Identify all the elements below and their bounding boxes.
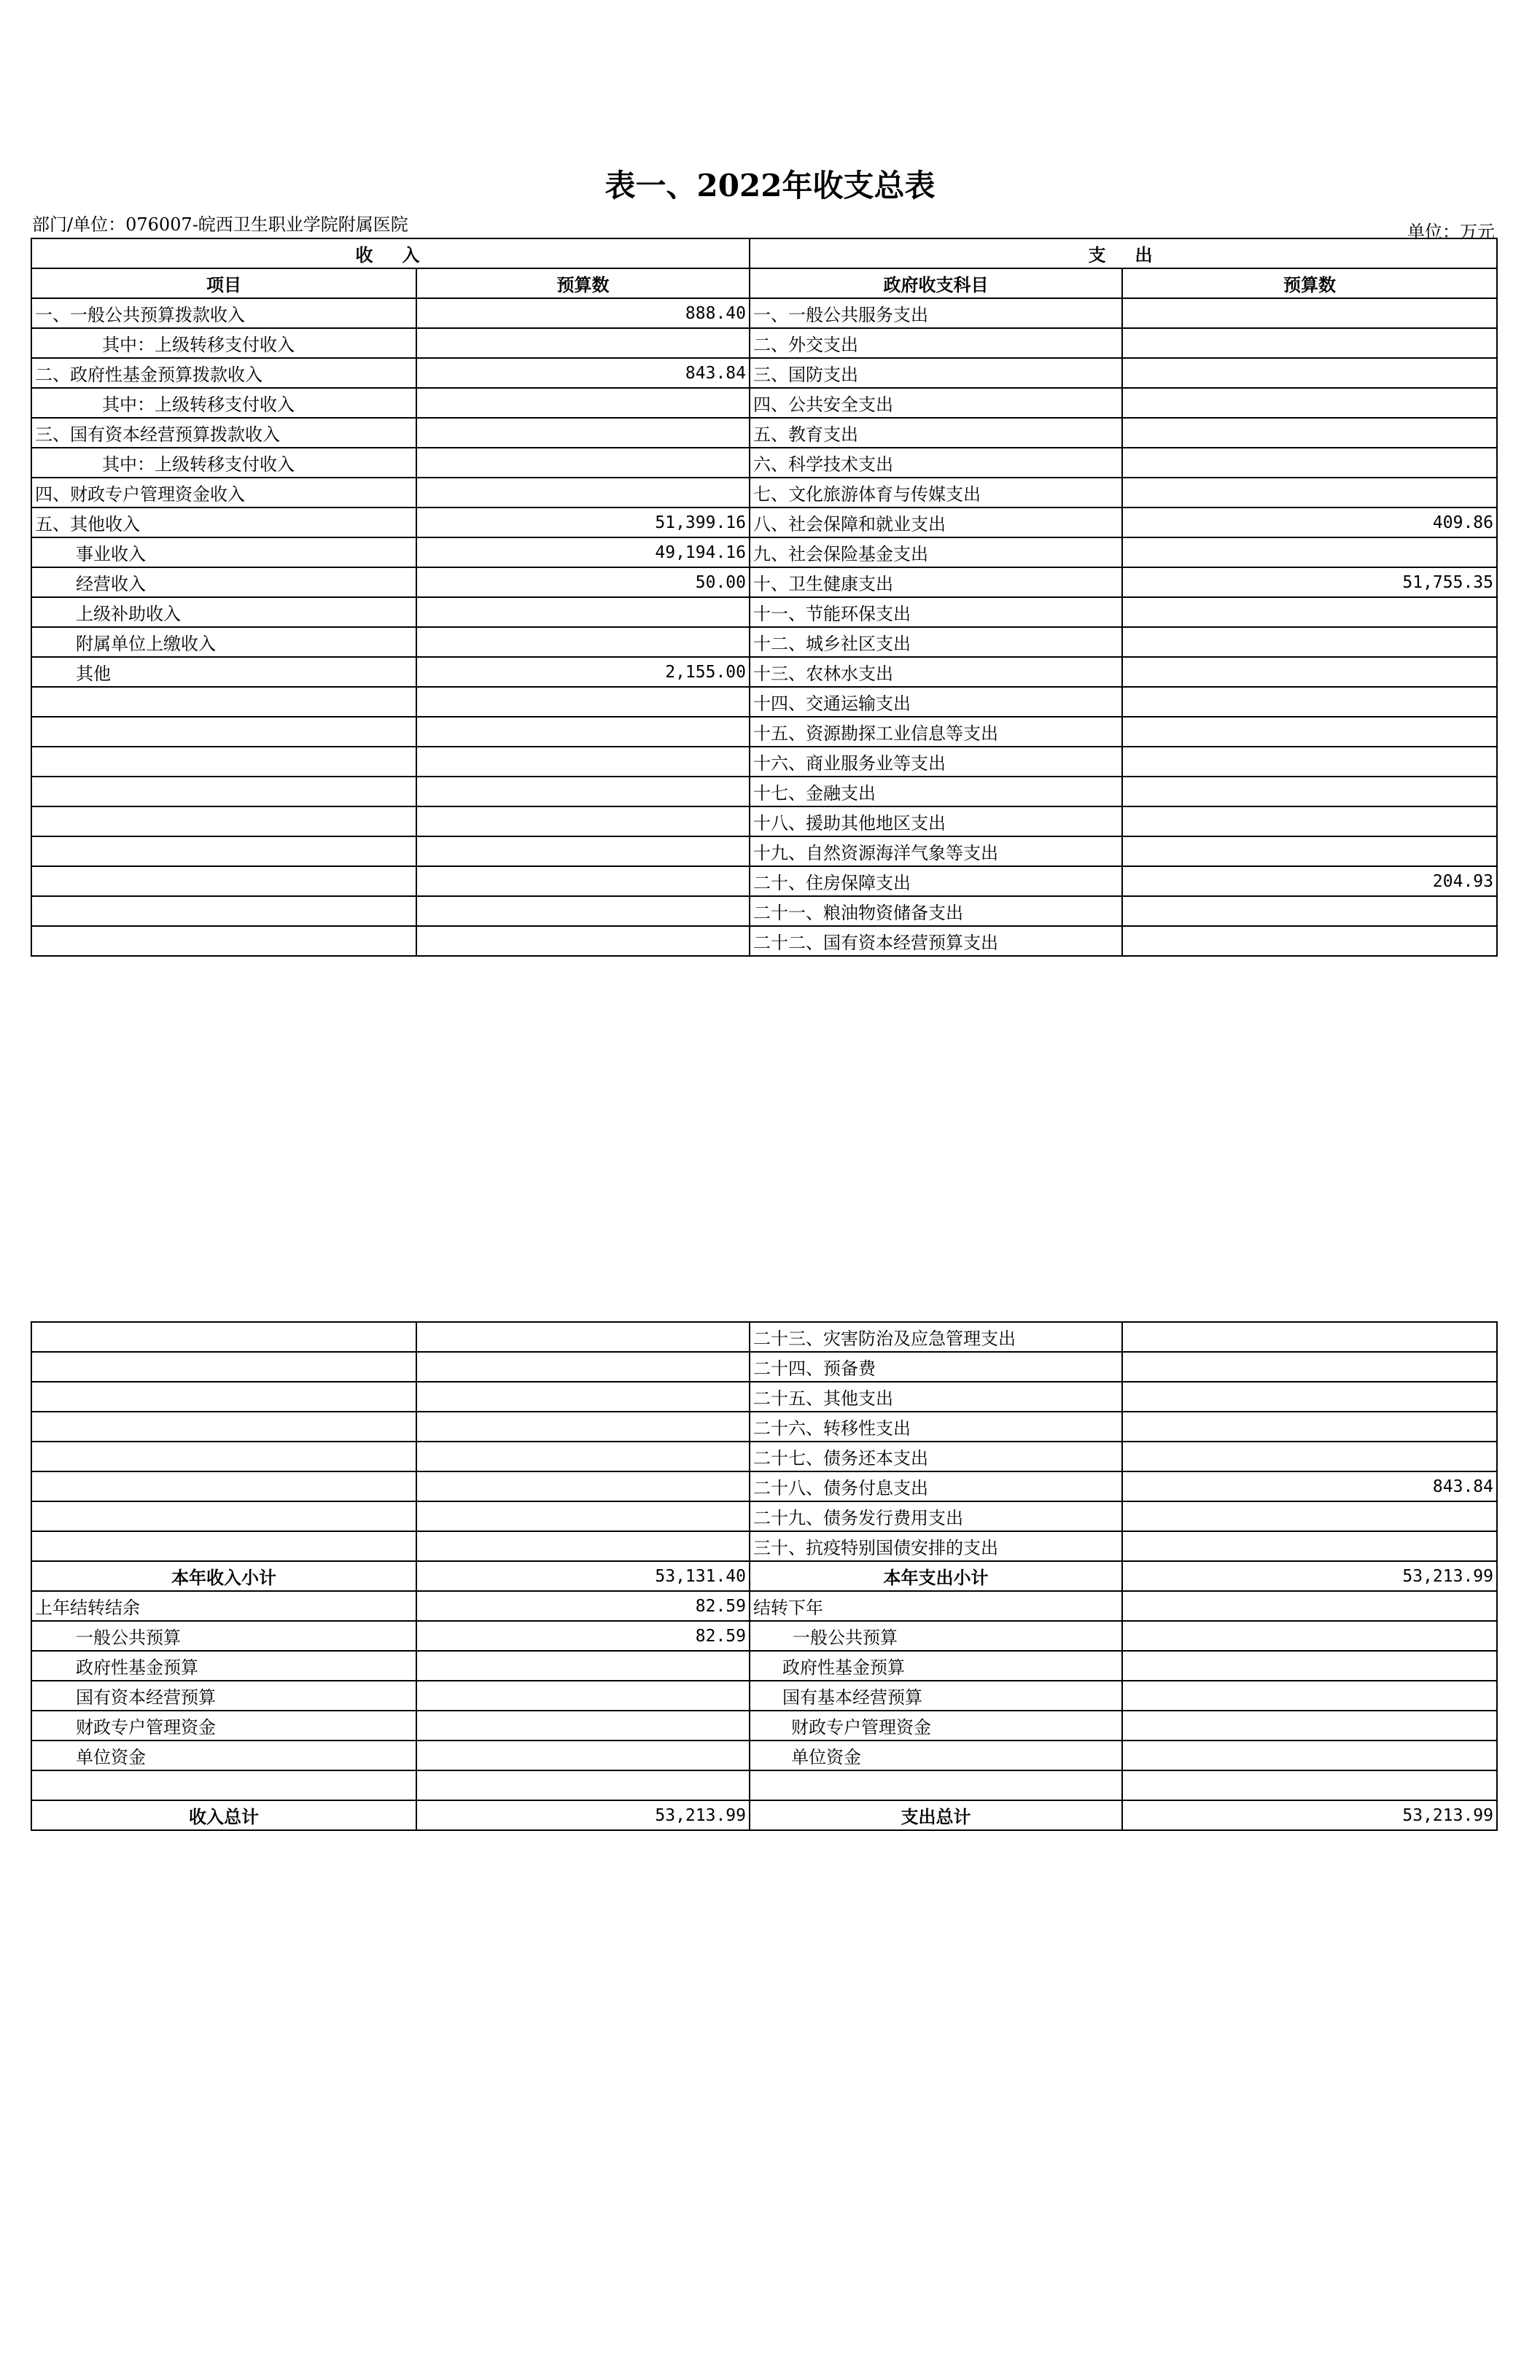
table-row [31,567,1497,597]
income-amount-cell [416,1471,750,1501]
expense-item-cell: 十三、农林水支出 [750,657,1122,687]
expense-amount-cell [1122,388,1497,418]
expense-item-cell: 二十九、债务发行费用支出 [750,1501,1122,1531]
column-header-row [31,268,1497,298]
income-amount-cell: 82.59 [416,1591,750,1621]
income-item-cell [31,747,416,777]
expense-item-cell: 支出总计 [750,1800,1122,1830]
expense-item-cell: 十二、城乡社区支出 [750,627,1122,657]
expense-amount-cell [1122,896,1497,926]
income-item-cell [31,896,416,926]
income-amount-cell: 888.40 [416,298,750,328]
income-item-cell: 其中：上级转移支付收入 [31,448,416,478]
expense-item-cell: 七、文化旅游体育与传媒支出 [750,478,1122,508]
expense-item-header: 政府收支科目 [750,268,1122,298]
income-amount-cell [416,388,750,418]
expense-item-cell: 结转下年 [750,1591,1122,1621]
income-item-cell [31,806,416,836]
income-item-cell [31,926,416,956]
expense-amount-cell [1122,717,1497,747]
expense-amount-cell [1122,1382,1497,1412]
income-item-cell [31,1322,416,1352]
expense-item-cell: 二十一、粮油物资储备支出 [750,896,1122,926]
table-row [31,1651,1497,1681]
income-amount-cell [416,597,750,627]
expense-item-cell: 三十、抗疫特别国债安排的支出 [750,1531,1122,1561]
income-section-header: 收 入 [31,238,750,268]
expense-item-cell: 十四、交通运输支出 [750,687,1122,717]
income-amount-cell: 53,213.99 [416,1800,750,1830]
income-amount-cell [416,1741,750,1770]
expense-amount-cell [1122,1442,1497,1471]
income-amount-cell [416,777,750,806]
income-amount-cell [416,1412,750,1442]
section-header-row [31,238,1497,268]
expense-item-cell: 政府性基金预算 [750,1651,1122,1681]
table-row [31,1800,1497,1830]
expense-amount-cell [1122,1412,1497,1442]
income-amount-cell: 50.00 [416,567,750,597]
expense-amount-cell: 53,213.99 [1122,1561,1497,1591]
table-row [31,1352,1497,1382]
income-amount-cell [416,627,750,657]
table-row [31,1741,1497,1770]
income-amount-cell: 82.59 [416,1621,750,1651]
table-row [31,836,1497,866]
expense-amount-cell [1122,537,1497,567]
expense-amount-cell [1122,478,1497,508]
income-amount-cell [416,418,750,448]
income-amount-cell: 2,155.00 [416,657,750,687]
income-item-cell [31,1471,416,1501]
expense-amount-cell [1122,777,1497,806]
table-row [31,388,1497,418]
expense-amount-cell [1122,328,1497,358]
income-item-cell: 国有资本经营预算 [31,1681,416,1711]
income-item-cell [31,1382,416,1412]
department-label: 部门/单位：076007-皖西卫生职业学院附属医院 [32,214,408,235]
income-amount-cell [416,926,750,956]
expense-item-cell: 十八、援助其他地区支出 [750,806,1122,836]
income-amount-cell [416,1681,750,1711]
expense-item-cell: 二十六、转移性支出 [750,1412,1122,1442]
expense-amount-cell [1122,298,1497,328]
table-row [31,597,1497,627]
table-row [31,777,1497,806]
expense-item-cell: 一、一般公共服务支出 [750,298,1122,328]
income-item-cell [31,1352,416,1382]
table-row [31,358,1497,388]
income-item-cell: 其中：上级转移支付收入 [31,388,416,418]
expense-amount-header: 预算数 [1122,268,1497,298]
expense-amount-cell: 843.84 [1122,1471,1497,1501]
table-row [31,1770,1497,1800]
expense-amount-cell [1122,657,1497,687]
table-row [31,657,1497,687]
unit-label: 单位：万元 [1407,222,1495,242]
expense-item-cell: 本年支出小计 [750,1561,1122,1591]
expense-item-cell: 三、国防支出 [750,358,1122,388]
income-item-cell: 经营收入 [31,567,416,597]
income-item-cell [31,866,416,896]
expense-item-cell: 二十四、预备费 [750,1352,1122,1382]
income-item-cell: 一般公共预算 [31,1621,416,1651]
income-amount-cell [416,1651,750,1681]
table-row [31,896,1497,926]
income-amount-cell [416,747,750,777]
table-row [31,1382,1497,1412]
table-row [31,418,1497,448]
income-item-header: 项目 [31,268,416,298]
expense-section-header: 支 出 [750,238,1497,268]
expense-item-cell: 十五、资源勘探工业信息等支出 [750,717,1122,747]
income-item-cell [31,1412,416,1442]
income-item-cell: 单位资金 [31,1741,416,1770]
income-item-cell: 附属单位上缴收入 [31,627,416,657]
expense-item-cell: 十一、节能环保支出 [750,597,1122,627]
expense-item-cell: 二十二、国有资本经营预算支出 [750,926,1122,956]
income-item-cell: 本年收入小计 [31,1561,416,1591]
table-row [31,1501,1497,1531]
income-item-cell: 五、其他收入 [31,508,416,537]
income-amount-header: 预算数 [416,268,750,298]
expense-item-cell: 二十三、灾害防治及应急管理支出 [750,1322,1122,1352]
expense-item-cell: 十、卫生健康支出 [750,567,1122,597]
expense-amount-cell [1122,1711,1497,1741]
table-row [31,1442,1497,1471]
expense-item-cell: 二十八、债务付息支出 [750,1471,1122,1501]
income-item-cell: 上级补助收入 [31,597,416,627]
table-row [31,627,1497,657]
income-item-cell [31,1442,416,1471]
expense-item-cell: 九、社会保险基金支出 [750,537,1122,567]
income-amount-cell: 51,399.16 [416,508,750,537]
income-amount-cell [416,1322,750,1352]
expense-item-cell: 二十七、债务还本支出 [750,1442,1122,1471]
income-amount-cell [416,806,750,836]
expense-amount-cell [1122,1681,1497,1711]
expense-amount-cell [1122,448,1497,478]
expense-item-cell: 二十、住房保障支出 [750,866,1122,896]
table-row [31,687,1497,717]
income-item-cell [31,687,416,717]
budget-table-part-2 [31,1321,1498,1831]
table-row [31,1322,1497,1352]
income-amount-cell: 843.84 [416,358,750,388]
table-row [31,1412,1497,1442]
expense-amount-cell [1122,1352,1497,1382]
expense-item-cell: 单位资金 [750,1741,1122,1770]
expense-amount-cell: 53,213.99 [1122,1800,1497,1830]
expense-item-cell: 二、外交支出 [750,328,1122,358]
income-amount-cell [416,328,750,358]
expense-amount-cell: 51,755.35 [1122,567,1497,597]
income-item-cell: 财政专户管理资金 [31,1711,416,1741]
income-amount-cell [416,478,750,508]
income-amount-cell [416,836,750,866]
income-item-cell: 四、财政专户管理资金收入 [31,478,416,508]
expense-amount-cell [1122,806,1497,836]
expense-item-cell: 国有基本经营预算 [750,1681,1122,1711]
expense-amount-cell [1122,418,1497,448]
income-amount-cell [416,1352,750,1382]
expense-amount-cell [1122,1591,1497,1621]
income-item-cell: 上年结转结余 [31,1591,416,1621]
income-item-cell [31,1531,416,1561]
income-item-cell: 一、一般公共预算拨款收入 [31,298,416,328]
income-item-cell: 三、国有资本经营预算拨款收入 [31,418,416,448]
table-row [31,747,1497,777]
table-row [31,1531,1497,1561]
income-item-cell: 收入总计 [31,1800,416,1830]
expense-item-cell: 二十五、其他支出 [750,1382,1122,1412]
income-amount-cell: 53,131.40 [416,1561,750,1591]
expense-amount-cell [1122,687,1497,717]
income-amount-cell [416,687,750,717]
expense-amount-cell: 409.86 [1122,508,1497,537]
income-amount-cell [416,717,750,747]
table-row [31,866,1497,896]
table-row [31,926,1497,956]
expense-item-cell: 一般公共预算 [750,1621,1122,1651]
expense-item-cell [750,1770,1122,1800]
budget-table-part-1 [31,238,1498,957]
table-row [31,1621,1497,1651]
income-amount-cell [416,448,750,478]
income-item-cell: 其他 [31,657,416,687]
expense-item-cell: 财政专户管理资金 [750,1711,1122,1741]
expense-item-cell: 十六、商业服务业等支出 [750,747,1122,777]
expense-amount-cell [1122,627,1497,657]
expense-item-cell: 六、科学技术支出 [750,448,1122,478]
expense-amount-cell [1122,1651,1497,1681]
income-amount-cell [416,1382,750,1412]
expense-amount-cell [1122,836,1497,866]
income-item-cell: 政府性基金预算 [31,1651,416,1681]
income-item-cell [31,777,416,806]
expense-item-cell: 八、社会保障和就业支出 [750,508,1122,537]
income-amount-cell [416,1501,750,1531]
table-row [31,717,1497,747]
expense-amount-cell [1122,747,1497,777]
expense-item-cell: 四、公共安全支出 [750,388,1122,418]
income-item-cell: 二、政府性基金预算拨款收入 [31,358,416,388]
income-item-cell [31,836,416,866]
income-amount-cell [416,1770,750,1800]
expense-item-cell: 五、教育支出 [750,418,1122,448]
income-item-cell [31,1501,416,1531]
table-row [31,1711,1497,1741]
income-amount-cell [416,1442,750,1471]
table-row [31,537,1497,567]
table-row [31,1681,1497,1711]
income-item-cell [31,1770,416,1800]
income-amount-cell [416,896,750,926]
expense-amount-cell [1122,1322,1497,1352]
expense-amount-cell [1122,926,1497,956]
expense-amount-cell [1122,1501,1497,1531]
expense-item-cell: 十七、金融支出 [750,777,1122,806]
expense-amount-cell [1122,597,1497,627]
table-row [31,1591,1497,1621]
expense-amount-cell [1122,1770,1497,1800]
expense-item-cell: 十九、自然资源海洋气象等支出 [750,836,1122,866]
table-row [31,448,1497,478]
page-title: 表一、2022年收支总表 [604,168,936,203]
table-row [31,1471,1497,1501]
income-item-cell: 事业收入 [31,537,416,567]
table-row [31,806,1497,836]
income-amount-cell [416,866,750,896]
table-row [31,478,1497,508]
expense-amount-cell [1122,358,1497,388]
income-amount-cell [416,1531,750,1561]
expense-amount-cell: 204.93 [1122,866,1497,896]
expense-amount-cell [1122,1531,1497,1561]
expense-amount-cell [1122,1741,1497,1770]
income-item-cell: 其中：上级转移支付收入 [31,328,416,358]
expense-amount-cell [1122,1621,1497,1651]
table-row [31,1561,1497,1591]
table-row [31,298,1497,328]
table-row [31,328,1497,358]
income-amount-cell: 49,194.16 [416,537,750,567]
income-item-cell [31,717,416,747]
table-row [31,508,1497,537]
income-amount-cell [416,1711,750,1741]
